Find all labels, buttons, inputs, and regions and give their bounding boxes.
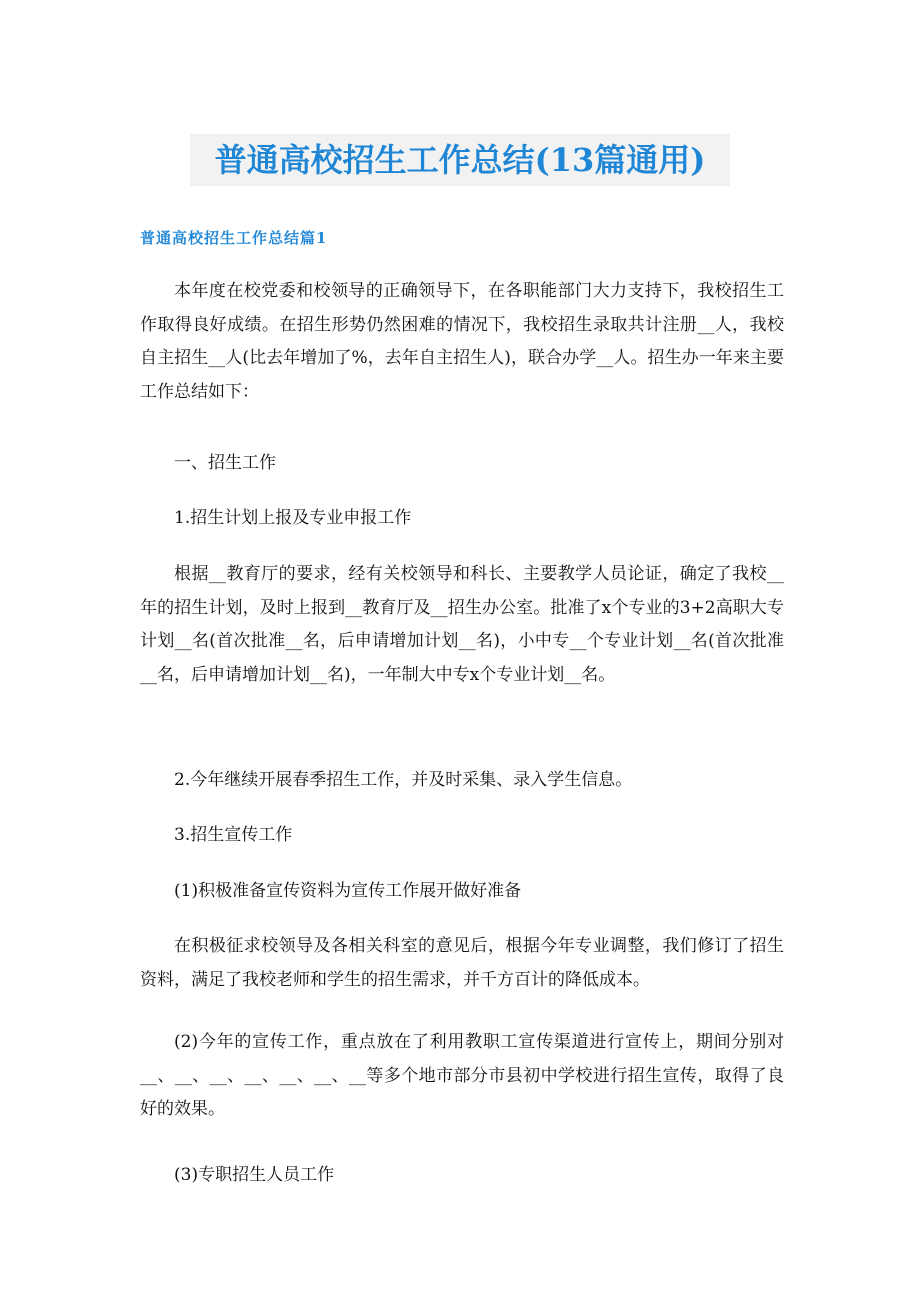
paragraph-heading-plan: 1.招生计划上报及专业申报工作	[174, 508, 412, 528]
paragraph-publicity-materials: (1)积极准备宣传资料为宣传工作展开做好准备	[174, 881, 522, 901]
paragraph-intro: 本年度在校党委和校领导的正确领导下，在各职能部门大力支持下，我校招生工作取得良好成绩。在招生形势仍然困难的情况下，我校招生录取共计注册__人，我校自主招生__人(比去年增加了%，去年自主招生人)，联合办学__人。招生办一年来主要工作总结如下：	[140, 281, 784, 402]
paragraph-spring-recruitment: 2.今年继续开展春季招生工作，并及时采集、录入学生信息。	[174, 770, 633, 790]
paragraph-heading-staff: (3)专职招生人员工作	[174, 1165, 335, 1185]
section-heading: 普通高校招生工作总结篇1	[140, 229, 328, 247]
paragraph-heading-publicity: 3.招生宣传工作	[174, 825, 293, 845]
paragraph-heading-recruitment: 一、招生工作	[174, 453, 276, 473]
paragraph-publicity-channels: (2)今年的宣传工作，重点放在了利用教职工宣传渠道进行宣传上，期间分别对__、__、__、__、__、__、__等多个地市部分市县初中学校进行招生宣传，取得了良好的效果。	[140, 1032, 784, 1119]
paragraph-materials-details: 在积极征求校领导及各相关科室的意见后，根据今年专业调整，我们修订了招生资料，满足了我校老师和学生的招生需求，并千方百计的降低成本。	[140, 936, 784, 990]
document-title: 普通高校招生工作总结(13篇通用)	[190, 134, 730, 186]
paragraph-plan-details: 根据__教育厅的要求，经有关校领导和科长、主要教学人员论证，确定了我校__年的招生计划，及时上报到__教育厅及__招生办公室。批准了x个专业的3+2高职大专计划__名(首次批准__名，后申请增加计划__名)，小中专__个专业计划__名(首次批准__名，后申请增加计划__名)，一年制大中专x个专业计划__名。	[140, 564, 784, 685]
